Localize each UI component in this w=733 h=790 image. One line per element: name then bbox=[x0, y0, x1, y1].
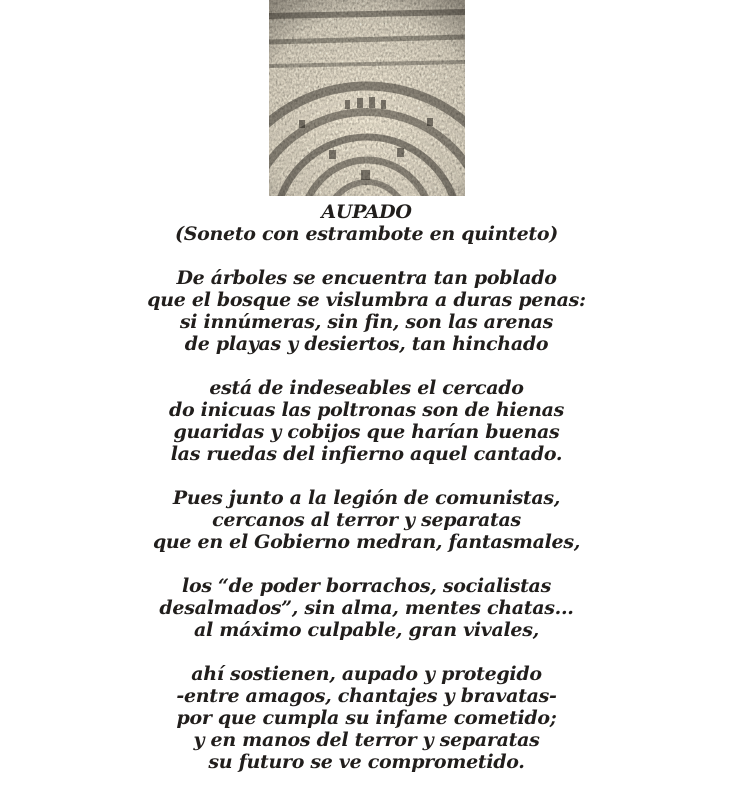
poem-title: AUPADO bbox=[321, 201, 412, 223]
poem-line: y en manos del terror y separatas bbox=[193, 729, 540, 751]
poem-line: de playas y desiertos, tan hinchado bbox=[184, 333, 549, 355]
stanza-4 bbox=[0, 575, 733, 641]
poem-line: guaridas y cobijos que harían buenas bbox=[173, 421, 560, 443]
poem-line: que el bosque se vislumbra a duras penas: bbox=[147, 289, 586, 311]
poem-line: si innúmeras, sin fin, son las arenas bbox=[179, 311, 554, 333]
artwork-figure bbox=[269, 0, 465, 196]
poem-line: De árboles se encuentra tan poblado bbox=[176, 267, 557, 289]
poem-line: al máximo culpable, gran vivales, bbox=[194, 619, 539, 641]
stanza-2 bbox=[0, 377, 733, 465]
poem-line: que en el Gobierno medran, fantasmales, bbox=[152, 531, 581, 553]
poem-line: su futuro se ve comprometido. bbox=[208, 751, 525, 773]
poem-line: desalmados”, sin alma, mentes chatas... bbox=[159, 597, 574, 619]
poem-subtitle: (Soneto con estrambote en quinteto) bbox=[175, 223, 558, 245]
infernal-fresco-engraving-image bbox=[269, 0, 465, 196]
poem-line: do inicuas las poltronas son de hienas bbox=[168, 399, 565, 421]
stanza-3 bbox=[0, 487, 733, 553]
poem-line: por que cumpla su infame cometido; bbox=[176, 707, 557, 729]
stanza-5-estrambote bbox=[0, 663, 733, 773]
poem-line: -entre amagos, chantajes y bravatas- bbox=[176, 685, 557, 707]
poem-line: está de indeseables el cercado bbox=[209, 377, 524, 399]
poem-line: los “de poder borrachos, socialistas bbox=[182, 575, 551, 597]
poem-line: ahí sostienen, aupado y protegido bbox=[191, 663, 542, 685]
stanza-1 bbox=[0, 267, 733, 355]
poem-line: Pues junto a la legión de comunistas, bbox=[172, 487, 561, 509]
poem-header bbox=[0, 201, 733, 245]
poem-line: cercanos al terror y separatas bbox=[212, 509, 521, 531]
poem-line: las ruedas del infierno aquel cantado. bbox=[170, 443, 563, 465]
